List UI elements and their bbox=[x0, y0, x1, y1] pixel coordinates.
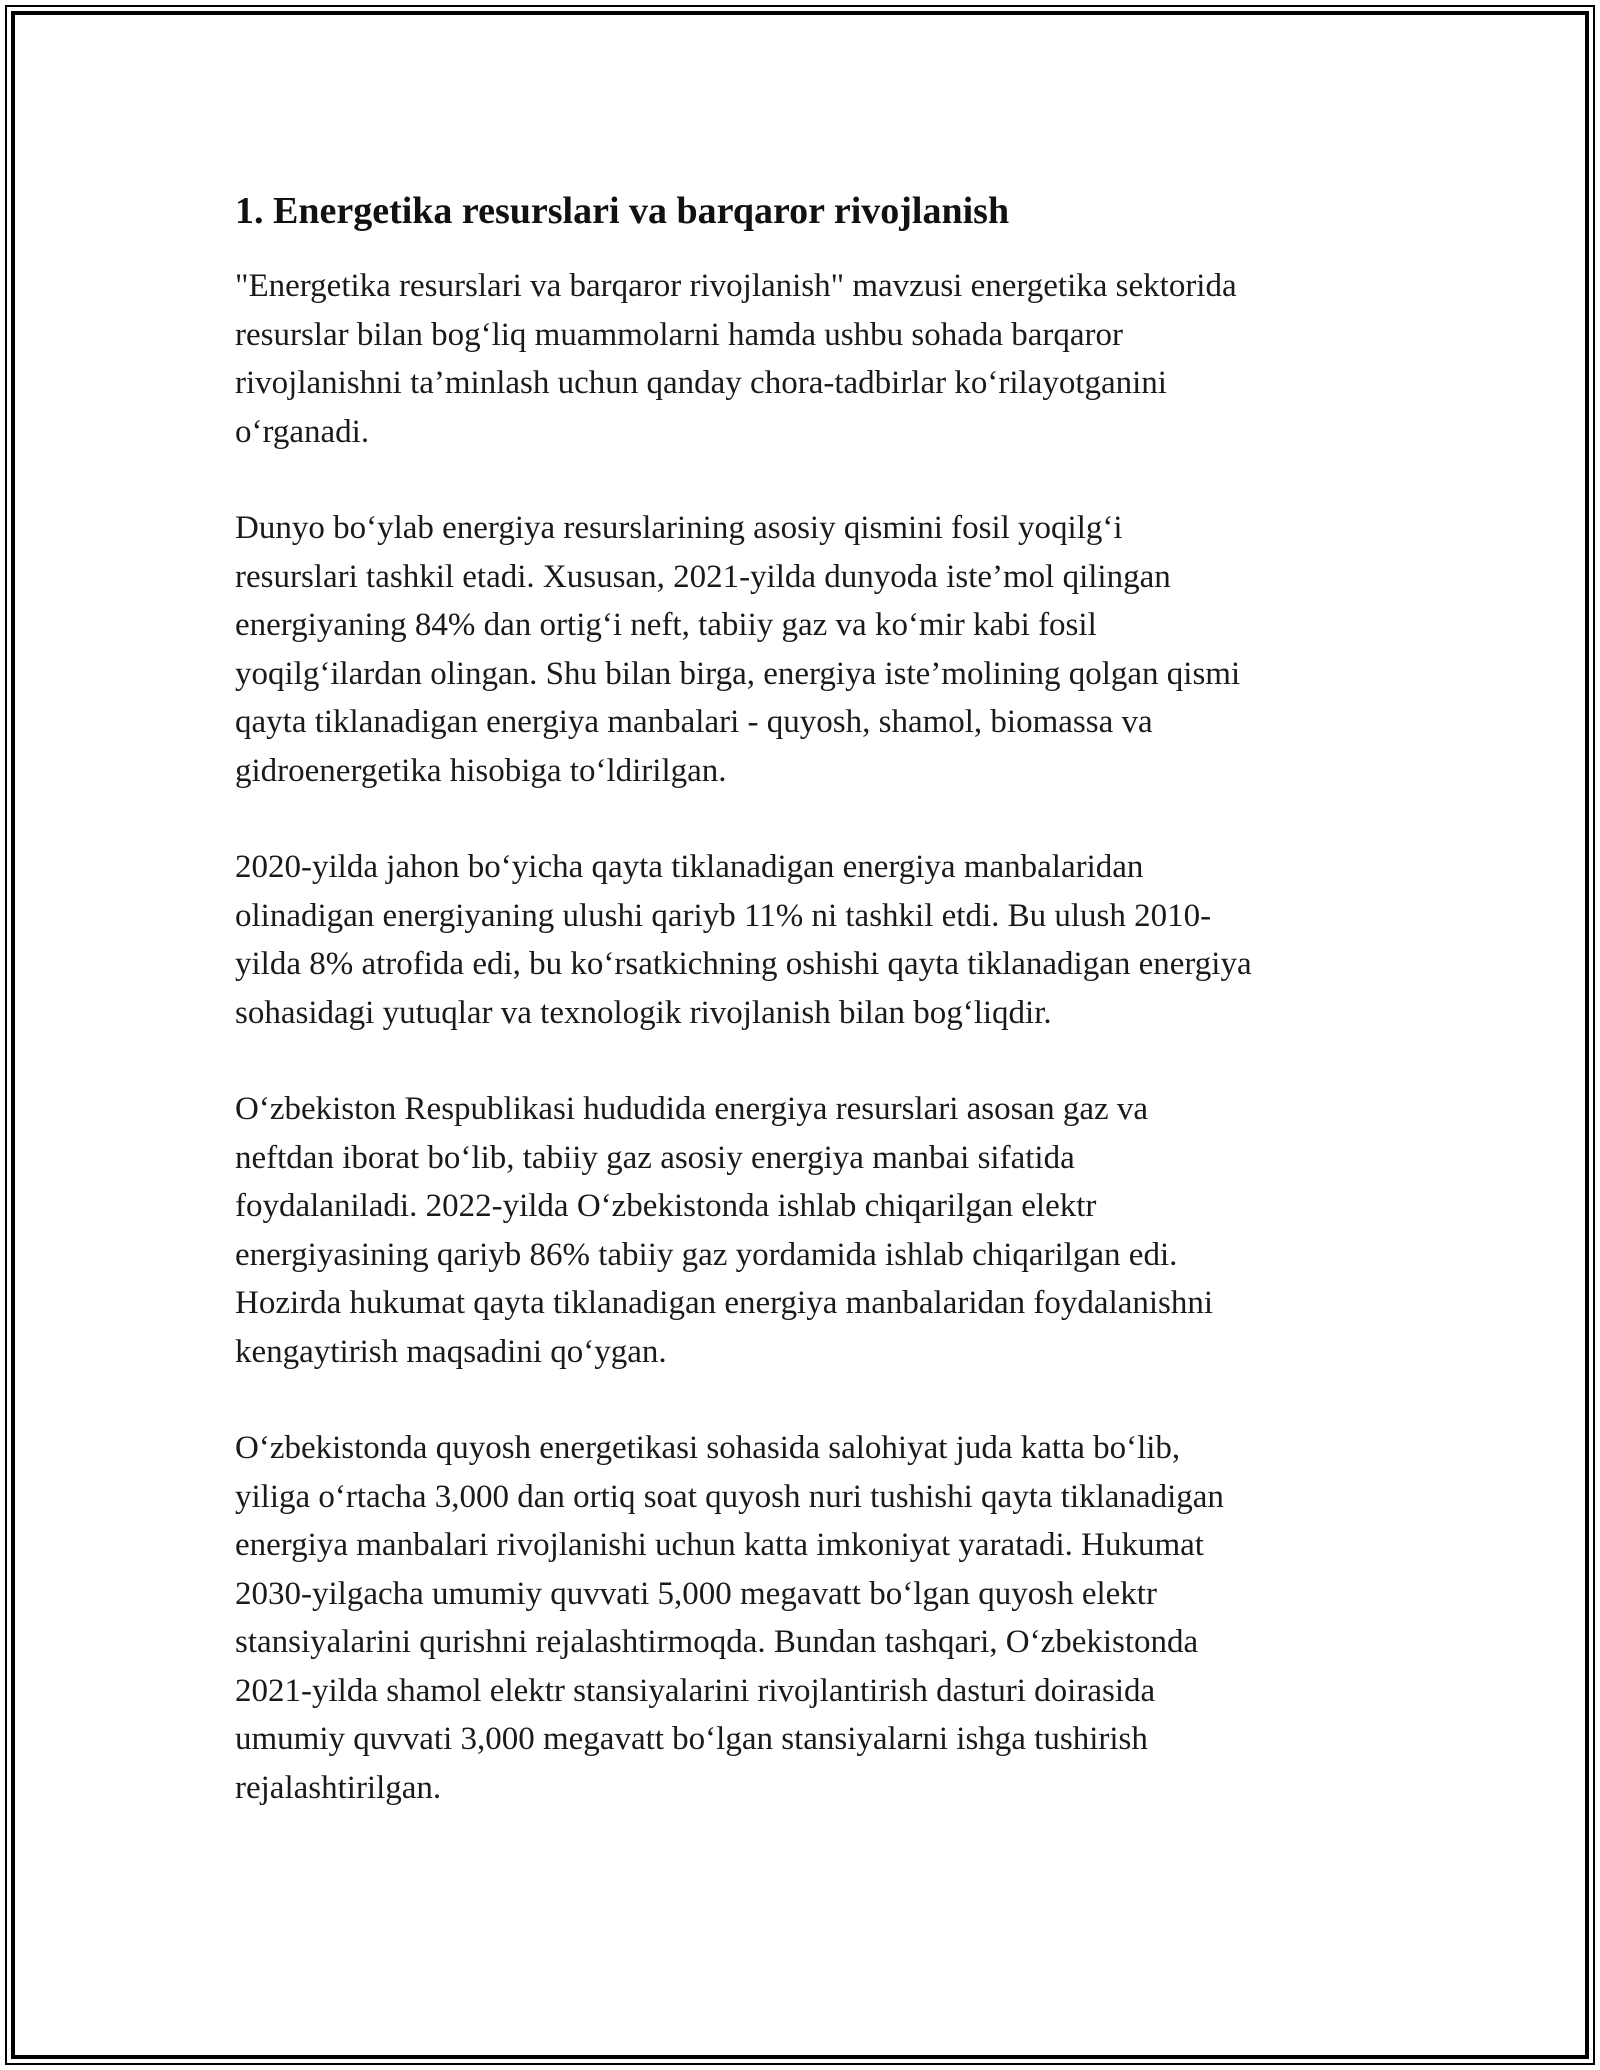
paragraph bbox=[235, 1085, 1375, 1376]
paragraph bbox=[235, 843, 1375, 1037]
paragraph-line: o‘rganadi. bbox=[235, 413, 370, 450]
paragraph-line: energiyasining qariyb 86% tabiiy gaz yordamida ishlab chiqarilgan edi. bbox=[235, 1236, 1178, 1273]
paragraph-line: umumiy quvvati 3,000 megavatt bo‘lgan stansiyalarni ishga tushirish bbox=[235, 1721, 1148, 1757]
paragraph-line: gidroenergetika hisobiga to‘ldirilgan. bbox=[235, 752, 727, 789]
paragraph-line: O‘zbekistonda quyosh energetikasi sohasida salohiyat juda katta bo‘lib, bbox=[235, 1430, 1181, 1466]
paragraph-line: yilda 8% atrofida edi, bu ko‘rsatkichning oshishi qayta tiklanadigan energiya bbox=[235, 946, 1252, 982]
paragraph-line: kengaytirish maqsadini qo‘ygan. bbox=[235, 1333, 667, 1370]
paragraph-line: resurslar bilan bog‘liq muammolarni hamda ushbu sohada barqaror bbox=[235, 316, 1124, 353]
paragraph-line: qayta tiklanadigan energiya manbalari - quyosh, shamol, biomassa va bbox=[235, 704, 1153, 740]
paragraph-line: 2020-yilda jahon bo‘yicha qayta tiklanadigan energiya manbalaridan bbox=[235, 849, 1144, 885]
paragraph-line: foydalaniladi. 2022-yilda O‘zbekistonda ishlab chiqarilgan elektr bbox=[235, 1188, 1097, 1224]
paragraph-line: 2021-yilda shamol elektr stansiyalarini rivojlantirish dasturi doirasida bbox=[235, 1672, 1156, 1709]
paragraph-line: Dunyo bo‘ylab energiya resurslarining asosiy qismini fosil yoqilg‘i bbox=[235, 510, 1123, 546]
section-title: 1. Energetika resurslari va barqaror rivojlanish bbox=[235, 190, 1010, 232]
paragraph-line: energiya manbalari rivojlanishi uchun katta imkoniyat yaratadi. Hukumat bbox=[235, 1527, 1204, 1563]
paragraph-line: olinadigan energiyaning ulushi qariyb 11% ni tashkil etdi. Bu ulush 2010- bbox=[235, 897, 1212, 934]
paragraph-line: yiliga o‘rtacha 3,000 dan ortiq soat quyosh nuri tushishi qayta tiklanadigan bbox=[235, 1478, 1224, 1515]
paragraph-line: neftdan iborat bo‘lib, tabiiy gaz asosiy energiya manbai sifatida bbox=[235, 1139, 1075, 1176]
paragraph-line: 2030-yilgacha umumiy quvvati 5,000 megavatt bo‘lgan quyosh elektr bbox=[235, 1575, 1157, 1612]
paragraph-line: energiyaning 84% dan ortig‘i neft, tabiiy gaz va ko‘mir kabi fosil bbox=[235, 607, 1097, 643]
paragraph bbox=[235, 262, 1375, 456]
paragraph-line: sohasidagi yutuqlar va texnologik rivojlanish bilan bog‘liqdir. bbox=[235, 994, 1052, 1031]
paragraph bbox=[235, 1424, 1375, 1812]
paragraph-line: rivojlanishni ta’minlash uchun qanday chora-tadbirlar ko‘rilayotganini bbox=[235, 365, 1167, 401]
paragraph-line: stansiyalarini qurishni rejalashtirmoqda. Bundan tashqari, O‘zbekistonda bbox=[235, 1624, 1199, 1660]
paragraph-line: O‘zbekiston Respublikasi hududida energiya resurslari asosan gaz va bbox=[235, 1091, 1149, 1127]
paragraph-line: "Energetika resurslari va barqaror rivojlanish" mavzusi energetika sektorida bbox=[235, 268, 1237, 304]
paragraph-line: yoqilg‘ilardan olingan. Shu bilan birga, energiya iste’molining qolgan qismi bbox=[235, 655, 1241, 692]
paragraph-line: resurslari tashkil etadi. Xususan, 2021-yilda dunyoda iste’mol qilingan bbox=[235, 558, 1171, 595]
paragraph bbox=[235, 504, 1375, 795]
paragraph-line: rejalashtirilgan. bbox=[235, 1769, 442, 1806]
paragraph-list bbox=[235, 262, 1375, 1812]
document-body bbox=[235, 186, 1375, 1860]
paragraph-line: Hozirda hukumat qayta tiklanadigan energiya manbalaridan foydalanishni bbox=[235, 1285, 1214, 1321]
